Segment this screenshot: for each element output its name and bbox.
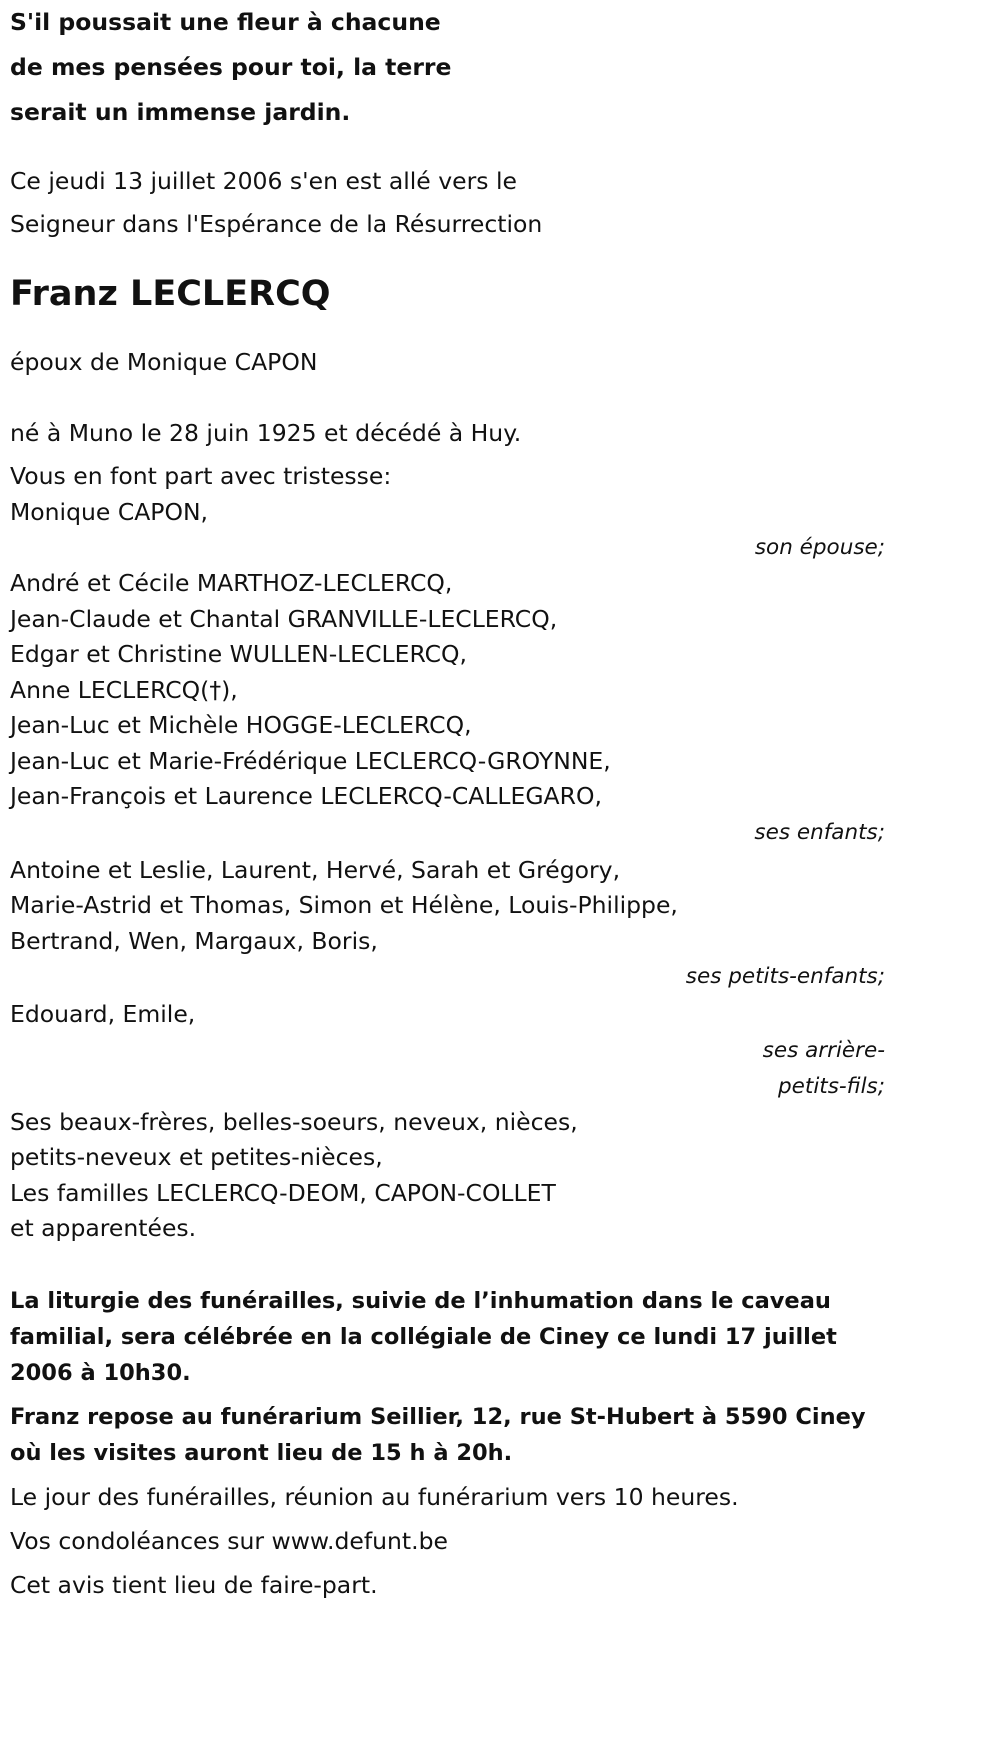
family-member: Jean-Luc et Michèle HOGGE-LECLERCQ, xyxy=(10,711,472,739)
poem-line: de mes pensées pour toi, la terre xyxy=(10,53,452,81)
deceased-name: Franz LECLERCQ xyxy=(10,274,331,314)
family-member: petits-neveux et petites-nièces, xyxy=(10,1143,383,1171)
announce-line: Vous en font part avec tristesse: xyxy=(10,462,392,490)
obituary-notice xyxy=(10,0,890,1603)
group-children xyxy=(10,566,890,851)
notice-line: Cet avis tient lieu de faire-part. xyxy=(10,1570,378,1599)
family-member: Ses beaux-frères, belles-soeurs, neveux, nièces, xyxy=(10,1107,578,1136)
family-member: André et Cécile MARTHOZ-LECLERCQ, xyxy=(10,569,453,597)
family-member: Les familles LECLERCQ-DEOM, CAPON-COLLET xyxy=(10,1178,556,1207)
relationship-label: ses enfants; xyxy=(754,819,885,845)
group-extended-family xyxy=(10,1105,890,1247)
poem-line: S'il poussait une fleur à chacune xyxy=(10,8,441,36)
funeral-service-details: La liturgie des funérailles, suivie de l’inhumation dans le caveau familial, sera célébrée en la collégiale de Ciney ce lundi 17 juillet 2006 à 10h30. xyxy=(10,1287,837,1386)
group-great-grandchildren xyxy=(10,997,890,1105)
family-member: Antoine et Leslie, Laurent, Hervé, Sarah et Grégory, xyxy=(10,855,621,884)
family-member: Jean-Claude et Chantal GRANVILLE-LECLERCQ, xyxy=(10,604,558,633)
opening-poem xyxy=(10,0,890,135)
intro-line: Ce jeudi 13 juillet 2006 s'en est allé vers le xyxy=(10,167,517,195)
relationship-label: son épouse; xyxy=(754,535,885,560)
family-member: Anne LECLERCQ(†), xyxy=(10,675,238,704)
poem-line: serait un immense jardin. xyxy=(10,98,351,126)
family-member: Edouard, Emile, xyxy=(10,1000,196,1028)
death-announcement xyxy=(10,160,890,246)
family-member: Edgar et Christine WULLEN-LECLERCQ, xyxy=(10,640,468,668)
spouse-line: époux de Monique CAPON xyxy=(10,348,318,376)
relationship-label: ses arrière- xyxy=(762,1037,885,1063)
relationship-label: petits-fils; xyxy=(778,1073,885,1099)
family-member: Bertrand, Wen, Margaux, Boris, xyxy=(10,926,378,955)
condolences-line: Vos condoléances sur www.defunt.be xyxy=(10,1526,448,1555)
meeting-line: Le jour des funérailles, réunion au funérarium vers 10 heures. xyxy=(10,1482,739,1511)
family-member: Marie-Astrid et Thomas, Simon et Hélène, Louis-Philippe, xyxy=(10,891,678,919)
group-grandchildren xyxy=(10,853,890,996)
family-member: Jean-François et Laurence LECLERCQ-CALLEGARO, xyxy=(10,782,602,810)
funeral-home-details: Franz repose au funérarium Seillier, 12, rue St-Hubert à 5590 Ciney où les visites auront lieu de 15 h à 20h. xyxy=(10,1403,866,1466)
family-member: et apparentées. xyxy=(10,1214,197,1242)
birth-death-line: né à Muno le 28 juin 1925 et décédé à Huy. xyxy=(10,419,522,447)
group-spouse xyxy=(10,495,890,567)
family-member: Jean-Luc et Marie-Frédérique LECLERCQ-GROYNNE, xyxy=(10,746,611,775)
intro-line: Seigneur dans l'Espérance de la Résurrection xyxy=(10,210,543,238)
family-member: Monique CAPON, xyxy=(10,497,209,526)
relationship-label: ses petits-enfants; xyxy=(685,964,885,989)
